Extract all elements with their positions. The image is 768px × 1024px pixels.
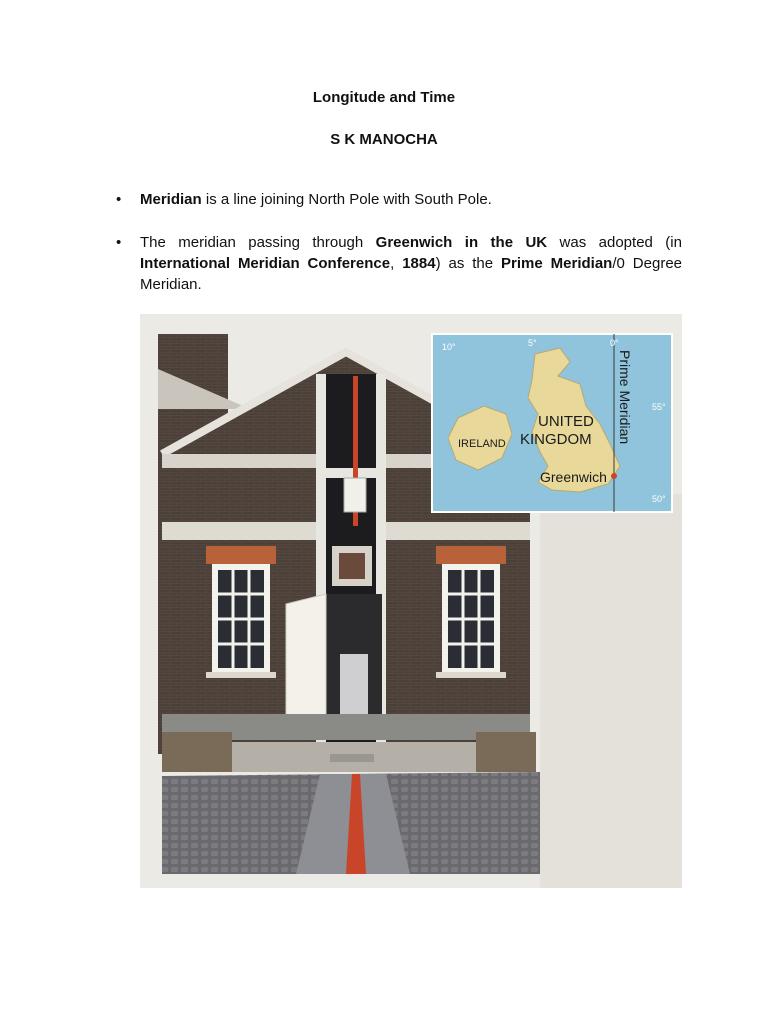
map-tick-0: 0° bbox=[610, 338, 619, 348]
photo-illustration bbox=[140, 314, 682, 888]
map-label-united: UNITED bbox=[538, 413, 594, 430]
plaque bbox=[344, 478, 366, 512]
right-window-arch bbox=[436, 546, 506, 564]
bullet-dot-icon: • bbox=[116, 234, 122, 251]
map-tick-50n: 50° bbox=[652, 494, 666, 504]
bullet-text-part: was adopted (in bbox=[547, 234, 682, 251]
map-tick-55n: 55° bbox=[652, 402, 666, 412]
bullet-text-part: /0 Degree Meridian. bbox=[140, 255, 682, 293]
greenwich-observatory-photo bbox=[140, 314, 682, 888]
bullet-dot-icon: • bbox=[116, 191, 122, 208]
bullet-item-meridian bbox=[116, 189, 682, 210]
bullet-text-part: Meridian bbox=[140, 191, 202, 208]
bullet-text bbox=[140, 232, 682, 295]
document-title: Longitude and Time bbox=[312, 89, 456, 106]
map-label-prime-meridian: Prime Meridian bbox=[617, 350, 633, 445]
bullet-text bbox=[140, 189, 682, 210]
bullet-text-part: is a line joining North Pole with South Pole. bbox=[201, 191, 492, 208]
bullet-text-part: Prime Meridian bbox=[501, 255, 613, 272]
bullet-item-greenwich bbox=[116, 232, 682, 295]
bullet-text-part: 1884 bbox=[402, 255, 436, 272]
map-tick-5w: 5° bbox=[528, 338, 537, 348]
bullet-text-part: , bbox=[390, 255, 403, 272]
map-greenwich-dot bbox=[611, 473, 617, 479]
bullet-text-part: ) as the bbox=[435, 255, 502, 272]
document-author: S K MANOCHA bbox=[330, 131, 438, 148]
inset-map bbox=[432, 334, 672, 512]
map-label-kingdom: KINGDOM bbox=[520, 431, 592, 448]
bullet-text-part: International Meridian Conference bbox=[140, 255, 391, 272]
clock-box bbox=[339, 553, 365, 579]
open-door bbox=[286, 594, 326, 734]
map-label-greenwich: Greenwich bbox=[540, 469, 607, 485]
bullet-text-part: The meridian passing through bbox=[140, 234, 376, 251]
left-window-arch bbox=[206, 546, 276, 564]
map-label-ireland: IRELAND bbox=[458, 438, 506, 450]
map-tick-10w: 10° bbox=[442, 342, 456, 352]
bullet-text-part: Greenwich in the UK bbox=[375, 234, 548, 251]
